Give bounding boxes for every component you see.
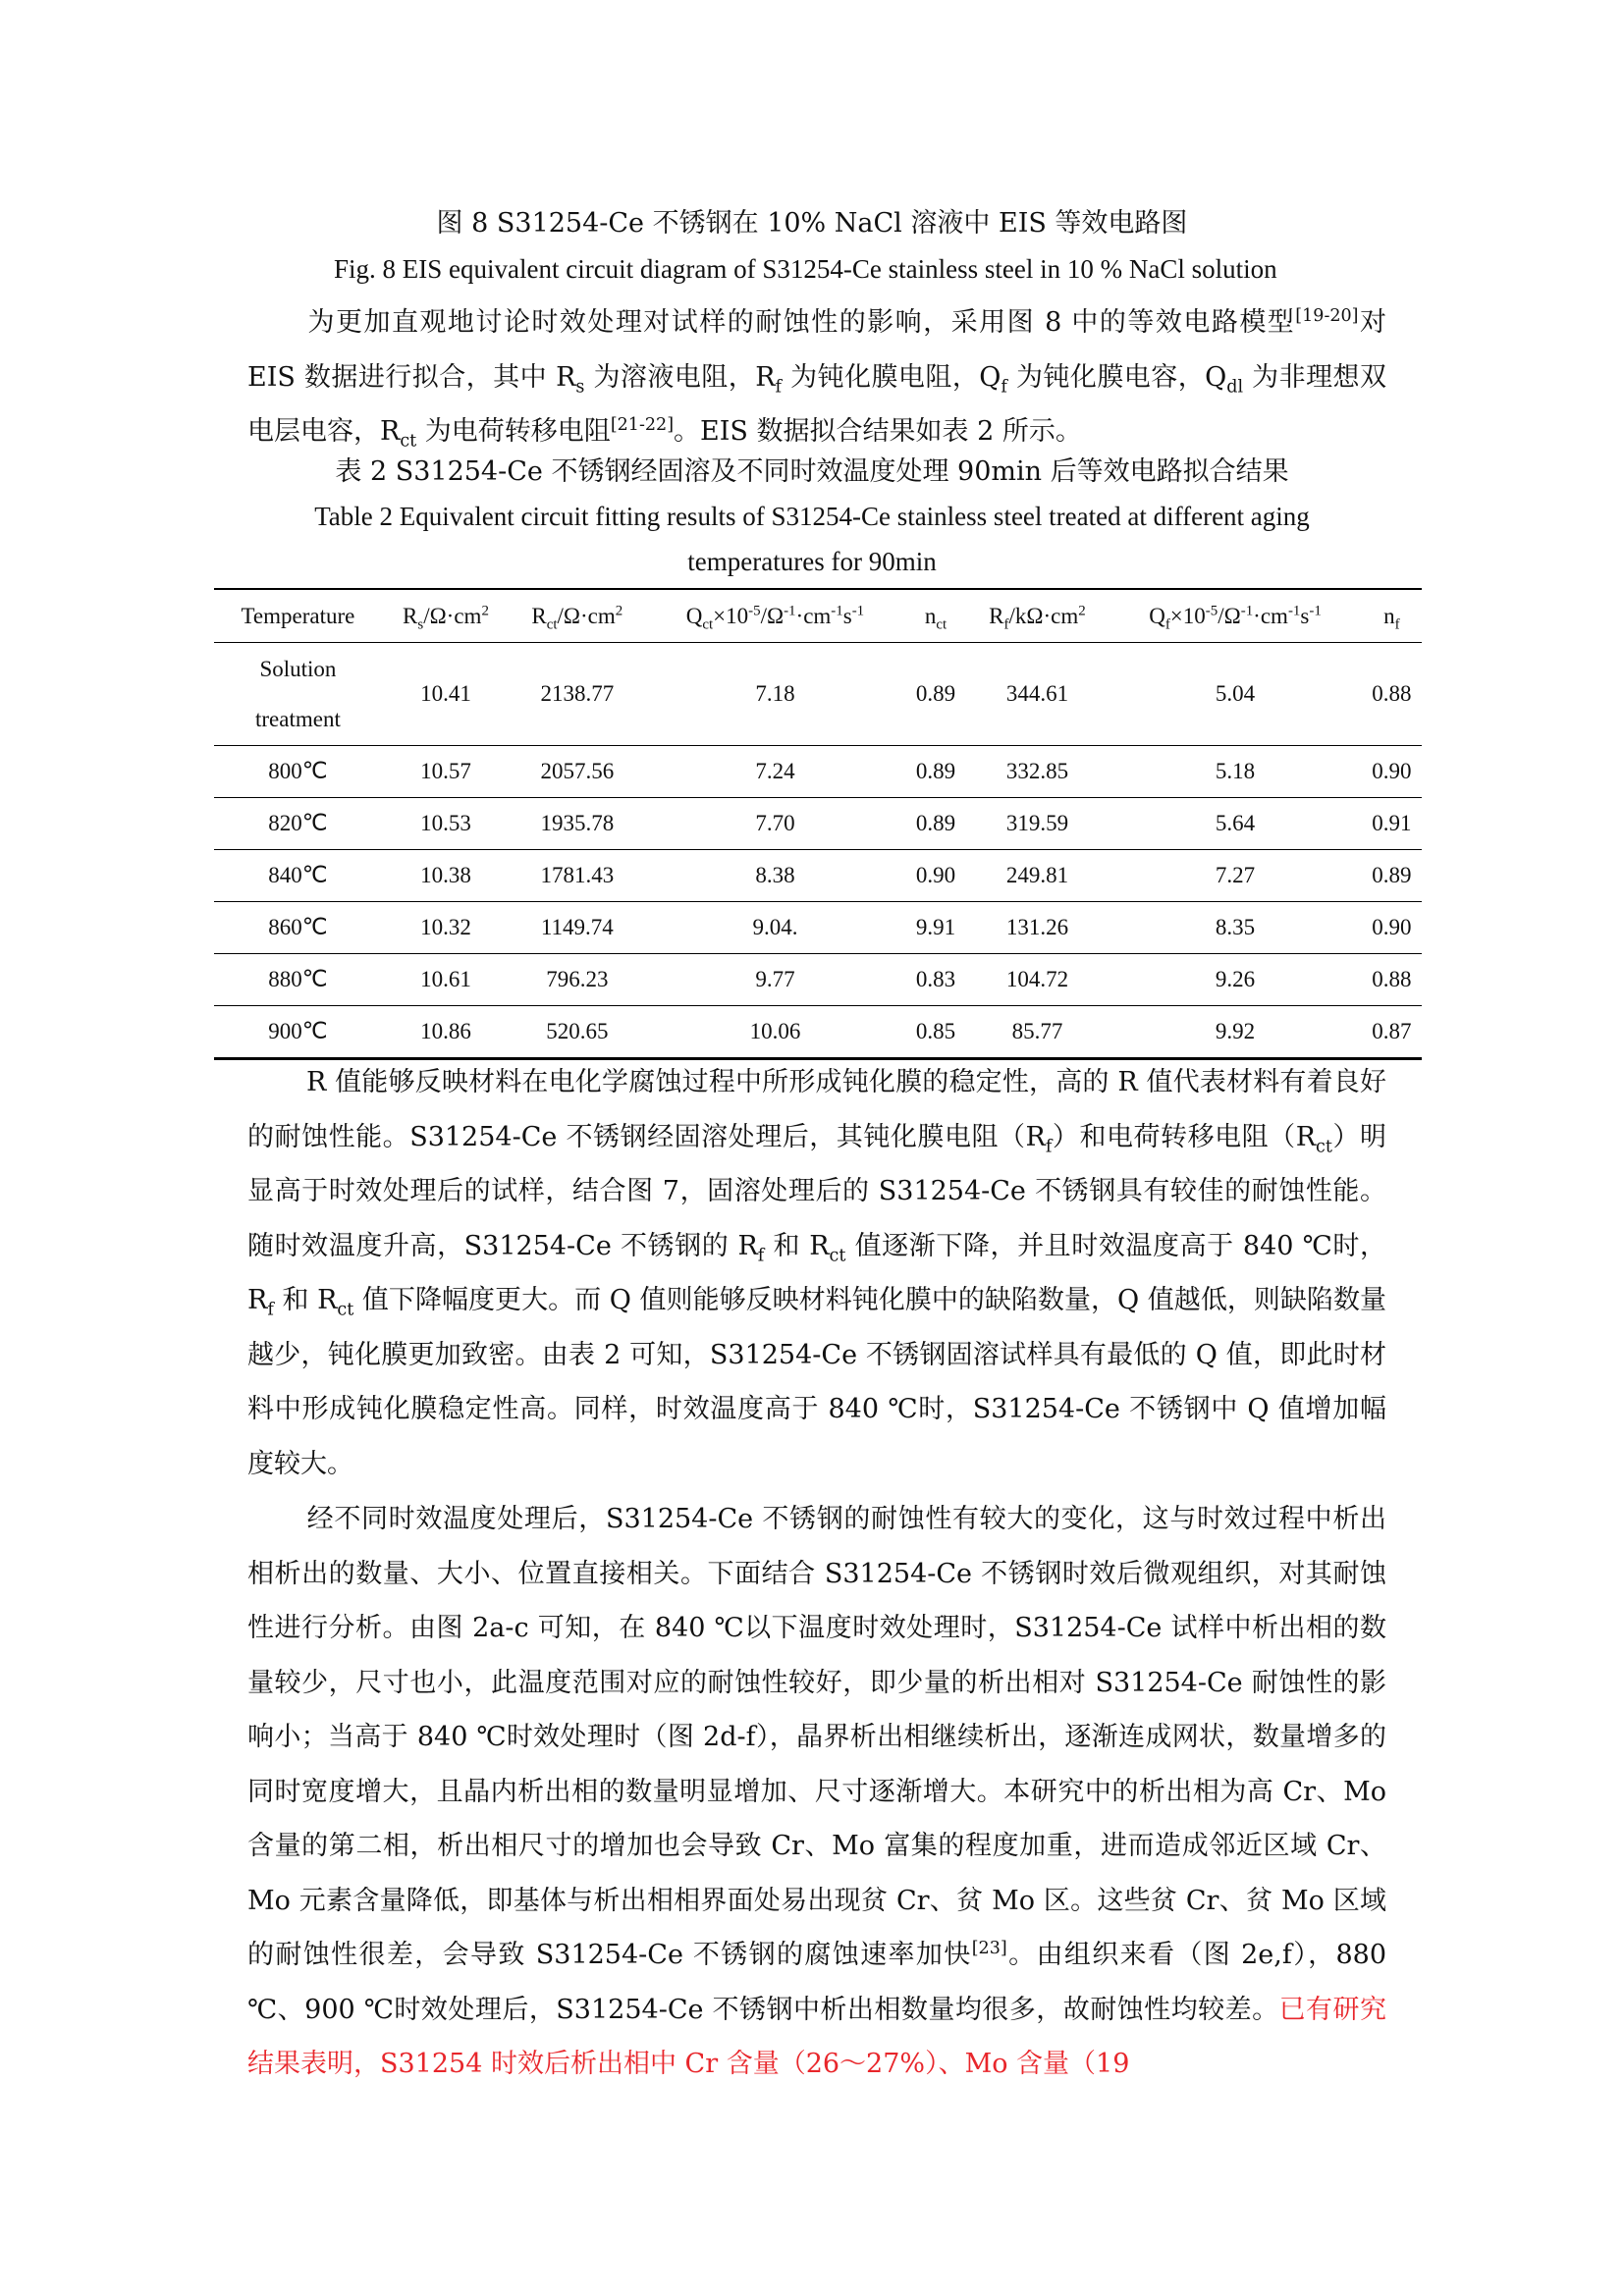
cell-nct: 0.89 <box>905 643 965 746</box>
figure-caption-en: Fig. 8 EIS equivalent circuit diagram of S31254-Ce stainless steel in 10 % NaCl solution <box>334 254 1277 284</box>
cell-rs: 10.53 <box>382 798 510 850</box>
header-nct: $n_{ct}$ <box>905 589 965 643</box>
cell-nct: 0.90 <box>905 850 965 902</box>
header-rct: $R_{ct}/\Omega\cdot cm^2$ <box>510 589 644 643</box>
cell-temperature: 820℃ <box>214 798 382 850</box>
cell-rct: 2057.56 <box>510 746 644 798</box>
cell-qct: 9.04. <box>645 902 906 954</box>
cell-qct: 9.77 <box>645 954 906 1006</box>
cell-qf: 9.92 <box>1215 1019 1256 1043</box>
paragraph-r-value: R 值能够反映材料在电化学腐蚀过程中所形成钝化膜的稳定性，高的 R 值代表材料有着良好的耐蚀性能。S31254-Ce 不锈钢经固溶处理后，其钝化膜电阻$(R_f)$和电荷转移电阻$(R_{ct})$明显高于时效处理后的试样，结合图 7，固溶处理后的 S31254-Ce 不锈钢具有较佳的耐蚀性能。随时效温度升高，S31254-Ce 不锈钢的 $R_f$ 和 $R_{ct}$ 值逐渐下降，并且时效温度高于 840 ℃时，$R_f$ 和 $R_{ct}$ 值下降幅度更大。而 Q 值则能够反映材料钝化膜中的缺陷数量，Q 值越低，则缺陷数量越少，钝化膜更加致密。由表 2 可知，S31254-Ce 不锈钢固溶试样具有最低的 Q 值，即此时材料中形成钝化膜稳定性高。同样，时效温度高于 840 ℃时，S31254-Ce 不锈钢中 Q 值增加幅度较大。 <box>247 1067 1386 1479</box>
highlighted-text: 已有研究结果表明，S31254 时效后析出相中 Cr 含量（26～27%）、Mo 含量（19 <box>247 1994 1386 2079</box>
cell-nf: 0.90 <box>1362 902 1422 954</box>
cell-rf: 344.61 <box>966 643 1110 746</box>
table-row <box>214 798 1422 850</box>
cell-rs: 10.57 <box>382 746 510 798</box>
figure-caption-cn: 图 8 S31254-Ce 不锈钢在 10% NaCl 溶液中 EIS 等效电路图 <box>436 208 1188 239</box>
cell-nf: 0.90 <box>1362 746 1422 798</box>
cell-nf: 0.88 <box>1362 954 1422 1006</box>
cell-rs: 10.32 <box>382 902 510 954</box>
cell-temperature: 880℃ <box>214 954 382 1006</box>
cell-rs: 10.61 <box>382 954 510 1006</box>
cell-qf: 9.26 <box>1109 954 1361 1006</box>
table-row <box>214 850 1422 902</box>
header-qct: $Q_{ct}\times 10^{-5}/\Omega^{-1}\cdot cm^{-1}s^{-1}$ <box>645 589 906 643</box>
cell-rf: 85.77 <box>1011 1019 1063 1043</box>
cell-nct: 0.89 <box>905 746 965 798</box>
cell-rs: 10.41 <box>382 643 510 746</box>
cell-qct: 8.38 <box>645 850 906 902</box>
header-temperature: Temperature <box>214 589 382 643</box>
cell-rct: 1149.74 <box>510 902 644 954</box>
cell-rs: 10.86 <box>420 1019 471 1043</box>
header-rs: $R_s/\Omega\cdot cm^2$ <box>382 589 510 643</box>
table-caption-en-line1: Table 2 Equivalent circuit fitting results of S31254-Ce stainless steel treated at different aging <box>314 502 1310 531</box>
table-row <box>214 643 1422 746</box>
cell-temperature: 860℃ <box>214 902 382 954</box>
table-row <box>214 746 1422 798</box>
cell-nf: 0.89 <box>1362 850 1422 902</box>
cell-temperature: 900℃ <box>268 1019 328 1043</box>
cell-temperature: 800℃ <box>214 746 382 798</box>
cell-temperature: Solution treatment <box>214 643 382 746</box>
cell-rf: 131.26 <box>966 902 1110 954</box>
cell-rct: 1781.43 <box>510 850 644 902</box>
header-rf: $R_f/k\Omega\cdot cm^2$ <box>966 589 1110 643</box>
cell-qf: 5.04 <box>1109 643 1361 746</box>
cell-rct: 2138.77 <box>510 643 644 746</box>
cell-nct: 9.91 <box>905 902 965 954</box>
table-header-row <box>214 589 1422 643</box>
cell-qf: 7.27 <box>1109 850 1361 902</box>
cell-qf: 8.35 <box>1109 902 1361 954</box>
cell-rf: 249.81 <box>966 850 1110 902</box>
cell-nf: 0.88 <box>1362 643 1422 746</box>
cell-qct: 10.06 <box>749 1019 801 1043</box>
fitting-results-table <box>214 588 1422 1060</box>
cell-rct: 1935.78 <box>510 798 644 850</box>
table-caption-en-line2: temperatures for 90min <box>687 547 937 576</box>
intro-paragraph: 为更加直观地讨论时效处理对试样的耐蚀性的影响，采用图 8 中的等效电路模型[19-20]对 EIS 数据进行拟合，其中 $R_s$ 为溶液电阻，$R_f$ 为钝化膜电阻，$Q_f$ 为钝化膜电容，$Q_{dl}$ 为非理想双电层电容，$R_{ct}$ 为电荷转移电阻[21-22]。EIS 数据拟合结果如表 2 所示。 <box>247 306 1387 452</box>
header-qf: $Q_f\times 10^{-5}/\Omega^{-1}\cdot cm^{-1}s^{-1}$ <box>1109 589 1361 643</box>
cell-nct: 0.89 <box>905 798 965 850</box>
cell-qct: 7.24 <box>645 746 906 798</box>
table-row <box>214 954 1422 1006</box>
cell-temperature: 840℃ <box>214 850 382 902</box>
cell-nct: 0.85 <box>915 1019 956 1043</box>
cell-rf: 332.85 <box>966 746 1110 798</box>
table-row <box>214 1006 1422 1059</box>
table-caption-cn: 表 2 S31254-Ce 不锈钢经固溶及不同时效温度处理 90min 后等效电路拟合结果 <box>335 456 1289 487</box>
cell-qf: 5.64 <box>1109 798 1361 850</box>
cell-rct: 796.23 <box>510 954 644 1006</box>
cell-qct: 7.18 <box>645 643 906 746</box>
cell-rs: 10.38 <box>382 850 510 902</box>
cell-qf: 5.18 <box>1109 746 1361 798</box>
cell-rf: 319.59 <box>966 798 1110 850</box>
cell-rf: 104.72 <box>966 954 1110 1006</box>
cell-qct: 7.70 <box>645 798 906 850</box>
table-row <box>214 902 1422 954</box>
header-nf: $n_f$ <box>1362 589 1422 643</box>
cell-nf: 0.91 <box>1362 798 1422 850</box>
cell-rct: 520.65 <box>546 1019 609 1043</box>
paragraph-aging-analysis: 经不同时效温度处理后，S31254-Ce 不锈钢的耐蚀性有较大的变化，这与时效过程中析出相析出的数量、大小、位置直接相关。下面结合 S31254-Ce 不锈钢时效后微观组织，对其耐蚀性进行分析。由图 2a-c 可知，在 840 ℃以下温度时效处理时，S31254-Ce 试样中析出相的数量较少，尺寸也小，此温度范围对应的耐蚀性较好，即少量的析出相对 S31254-Ce 耐蚀性的影响小；当高于 840 ℃时效处理时（图 2d-f），晶界析出相继续析出，逐渐连成网状，数量增多的同时宽度增大，且晶内析出相的数量明显增加、尺寸逐渐增大。本研究中的析出相为高 Cr、Mo 含量的第二相，析出相尺寸的增加也会导致 Cr、Mo 富集的程度加重，进而造成邻近区域 Cr、Mo 元素含量降低，即基体与析出相相界面处易出现贫 Cr、贫 Mo 区。这些贫 Cr、贫 Mo 区域的耐蚀性很差，会导致 S31254-Ce 不锈钢的腐蚀速率加快[23]。由组织来看（图 2e,f），880 ℃、900 ℃时效处理后，S31254-Ce 不锈钢中析出相数量均很多，故耐蚀性均较差。已有研究结果表明，S31254 时效后析出相中 Cr 含量（26～27%）、Mo 含量（19 <box>247 1504 1387 2079</box>
cell-nf: 0.87 <box>1372 1019 1412 1043</box>
cell-nct: 0.83 <box>905 954 965 1006</box>
